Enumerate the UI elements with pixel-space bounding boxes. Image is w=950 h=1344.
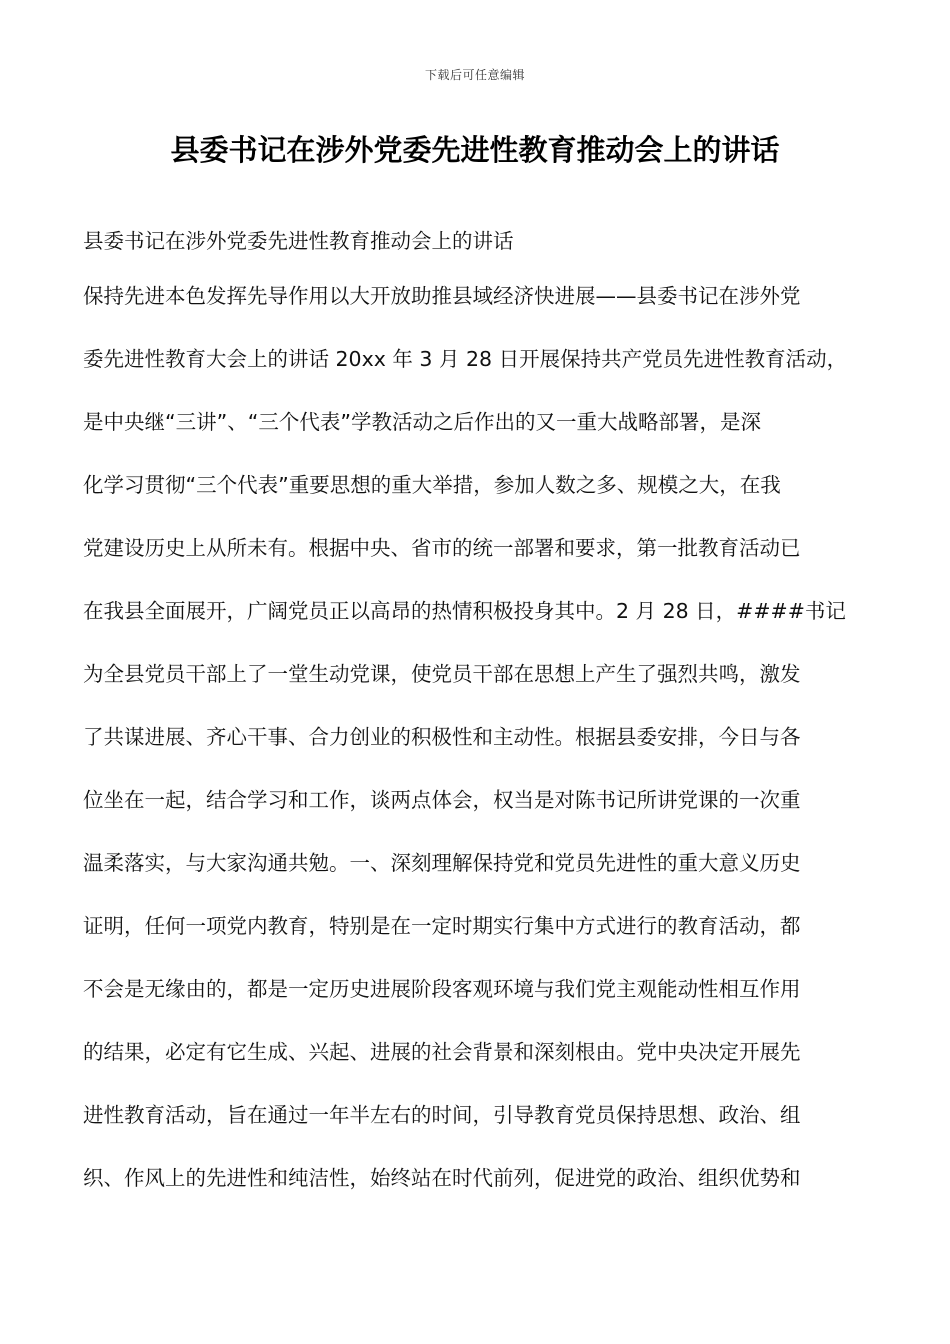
body-line: 了共谋进展、齐心干事、合力创业的积极性和主动性。根据县委安排，今日与各: [83, 725, 801, 749]
document-body: [83, 278, 873, 1223]
body-line: 是中央继“三讲”、“三个代表”学教活动之后作出的又一重大战略部署，是深: [83, 410, 761, 434]
header-note: 下载后可任意编辑: [424, 68, 525, 82]
body-line: 化学习贯彻“三个代表”重要思想的重大举措，参加人数之多、规模之大，在我: [83, 473, 781, 497]
body-line: 进性教育活动，旨在通过一年半左右的时间，引导教育党员保持思想、政治、组: [83, 1103, 801, 1127]
document-title: 县委书记在涉外党委先进性教育推动会上的讲话: [170, 133, 780, 167]
body-line: 委先进性教育大会上的讲话 20xx 年 3 月 28 日开展保持共产党员先进性教育活动，: [83, 347, 848, 371]
body-line: 党建设历史上从所未有。根据中央、省市的统一部署和要求，第一批教育活动已: [83, 536, 801, 560]
body-line: 不会是无缘由的，都是一定历史进展阶段客观环境与我们党主观能动性相互作用: [83, 977, 801, 1001]
body-line: 的结果，必定有它生成、兴起、进展的社会背景和深刻根由。党中央决定开展先: [83, 1040, 801, 1064]
body-line: 证明，任何一项党内教育，特别是在一定时期实行集中方式进行的教育活动，都: [83, 914, 801, 938]
body-line: 为全县党员干部上了一堂生动党课，使党员干部在思想上产生了强烈共鸣，激发: [83, 662, 801, 686]
body-line: 温柔落实，与大家沟通共勉。一、深刻理解保持党和党员先进性的重大意义历史: [83, 851, 801, 875]
body-line: 在我县全面展开，广阔党员正以高昂的热情积极投身其中。2 月 28 日，####书记: [83, 599, 846, 623]
body-line: 位坐在一起，结合学习和工作，谈两点体会，权当是对陈书记所讲党课的一次重: [83, 788, 801, 812]
body-line: 织、作风上的先进性和纯洁性，始终站在时代前列，促进党的政治、组织优势和: [83, 1166, 801, 1190]
body-line: 保持先进本色发挥先导作用以大开放助推县域经济快进展——县委书记在涉外党: [83, 284, 801, 308]
document-subtitle: 县委书记在涉外党委先进性教育推动会上的讲话: [83, 229, 514, 253]
